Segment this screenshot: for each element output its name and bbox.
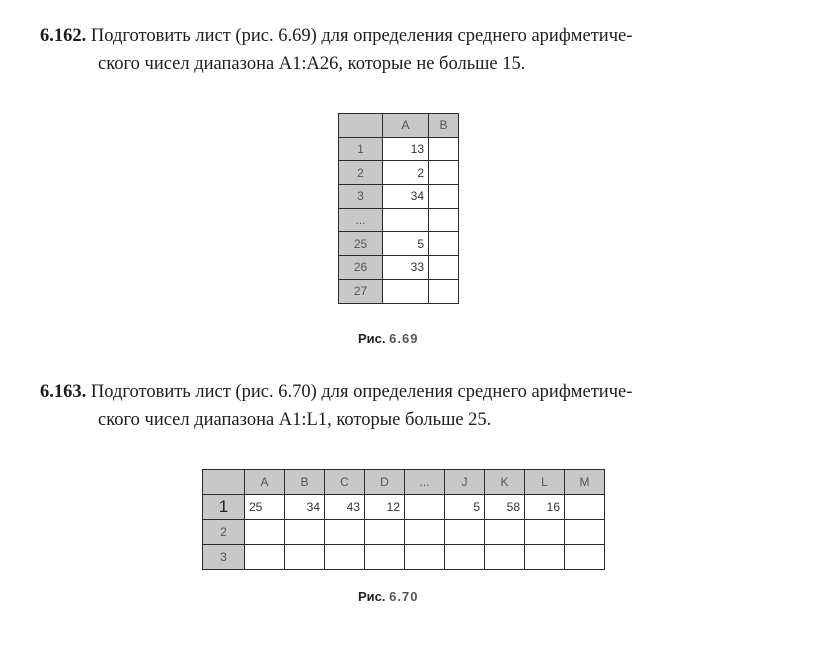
task-text: ского чисел диапазона A1:A26, которые не больше 15. [98,54,526,74]
cell [405,520,445,545]
row-header: 1 [203,495,245,520]
task-6-162 [40,22,790,78]
column-header: B [285,470,325,495]
cell [429,232,459,256]
caption-prefix: Рис. [358,589,386,604]
cell [525,520,565,545]
cell [365,545,405,570]
column-header: ... [405,470,445,495]
row-header: ... [339,208,383,232]
table-row [339,232,459,256]
cell [383,279,429,303]
cell [445,520,485,545]
cell: 25 [245,495,285,520]
table-row [339,161,459,185]
cell: 5 [445,495,485,520]
cell: 34 [285,495,325,520]
cell [565,495,605,520]
cell [383,208,429,232]
cell [429,208,459,232]
cell: 13 [383,137,429,161]
table-row [203,520,605,545]
row-header: 1 [339,137,383,161]
cell [445,545,485,570]
cell: 58 [485,495,525,520]
column-header: B [429,114,459,138]
cell [245,520,285,545]
task-text: Подготовить лист (рис. 6.70) для определения среднего арифметиче- [90,382,633,402]
cell [285,520,325,545]
cell [525,545,565,570]
task-text-line [40,50,790,78]
caption-number: 6.70 [389,589,419,604]
task-6-163 [40,378,790,434]
cell [405,545,445,570]
cell: 33 [383,256,429,280]
column-header: C [325,470,365,495]
table-row [339,185,459,209]
row-header: 2 [339,161,383,185]
caption-prefix: Рис. [358,331,386,346]
row-header: 3 [203,545,245,570]
table-row [339,208,459,232]
task-text: ского чисел диапазона A1:L1, которые больше 25. [98,410,492,430]
column-header: A [245,470,285,495]
table-row [203,495,605,520]
cell: 12 [365,495,405,520]
row-header: 3 [339,185,383,209]
spreadsheet-figure-6-69 [338,113,459,304]
cell [325,545,365,570]
figure-caption [358,589,418,604]
spreadsheet-figure-6-70 [202,469,605,570]
row-header: 26 [339,256,383,280]
cell [565,520,605,545]
column-header: D [365,470,405,495]
task-text-line [40,378,790,406]
corner-cell [339,114,383,138]
task-text: Подготовить лист (рис. 6.69) для определения среднего арифметиче- [90,26,633,46]
cell: 2 [383,161,429,185]
cell [405,495,445,520]
column-header: K [485,470,525,495]
column-header-row [339,114,459,138]
column-header: M [565,470,605,495]
cell [429,256,459,280]
cell [429,185,459,209]
table-row [339,137,459,161]
task-text-line [40,406,790,434]
cell [285,545,325,570]
column-header: L [525,470,565,495]
table-row [339,279,459,303]
caption-number: 6.69 [389,331,419,346]
cell [429,161,459,185]
cell [565,545,605,570]
column-header-row [203,470,605,495]
figure-caption [358,331,418,346]
corner-cell [203,470,245,495]
row-header: 2 [203,520,245,545]
column-header: J [445,470,485,495]
column-header: A [383,114,429,138]
cell [325,520,365,545]
task-number: 6.162. [40,26,87,46]
cell: 43 [325,495,365,520]
task-text-line [40,22,790,50]
cell [485,520,525,545]
cell [429,279,459,303]
cell: 34 [383,185,429,209]
row-header: 27 [339,279,383,303]
cell: 16 [525,495,565,520]
row-header: 25 [339,232,383,256]
cell [365,520,405,545]
cell [485,545,525,570]
table-row [203,545,605,570]
task-number: 6.163. [40,382,87,402]
table-row [339,256,459,280]
cell [429,137,459,161]
cell: 5 [383,232,429,256]
cell [245,545,285,570]
